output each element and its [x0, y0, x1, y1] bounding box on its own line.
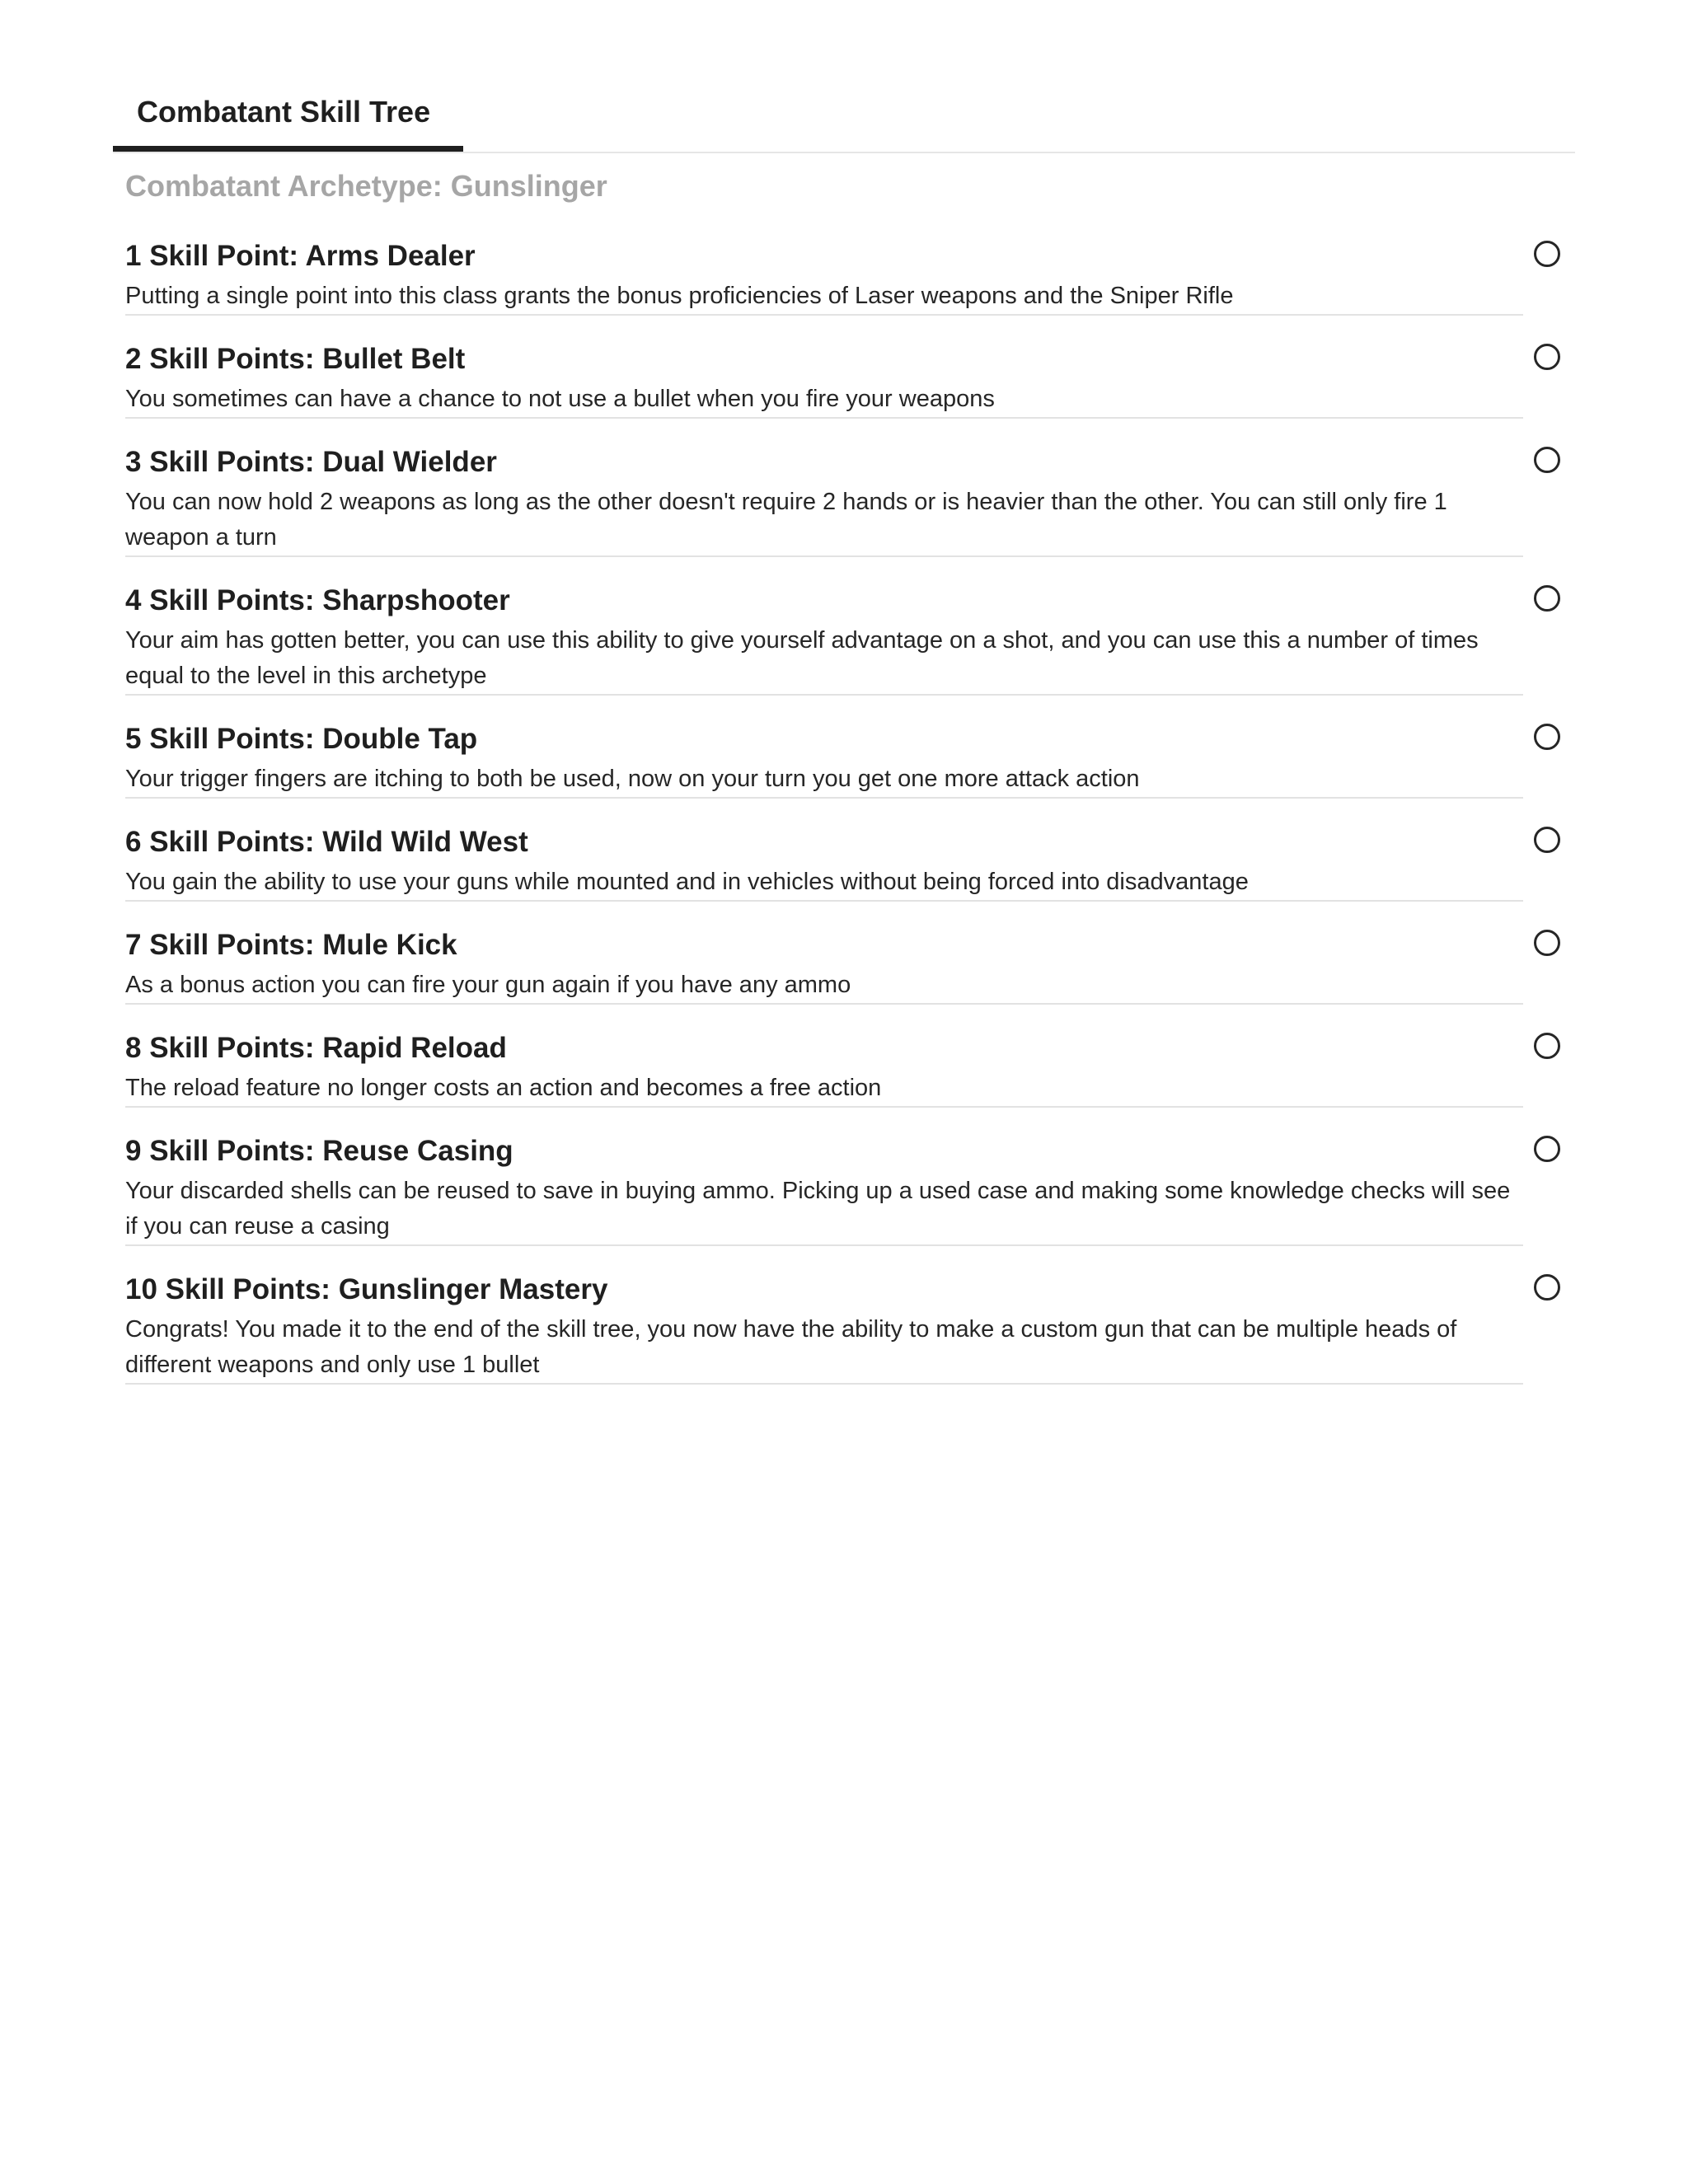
skill-radio-button[interactable]	[1534, 1136, 1560, 1162]
skill-item	[125, 1126, 1523, 1246]
skill-description: You can now hold 2 weapons as long as the other doesn't require 2 hands or is heavier than the other. You can still only fire 1 weapon a turn	[125, 489, 1447, 551]
skill-item	[125, 714, 1523, 799]
skill-title: 2 Skill Points: Bullet Belt	[125, 343, 466, 375]
skill-item	[125, 817, 1523, 902]
skill-item	[125, 334, 1523, 419]
skill-radio-button[interactable]	[1534, 344, 1560, 370]
skill-item	[125, 1023, 1523, 1108]
skill-radio-button[interactable]	[1534, 447, 1560, 473]
skill-item	[125, 1264, 1523, 1385]
skill-description: Your trigger fingers are itching to both be used, now on your turn you get one more attack action	[125, 766, 1140, 792]
skill-radio-button[interactable]	[1534, 1033, 1560, 1059]
skill-title: 3 Skill Points: Dual Wielder	[125, 446, 497, 478]
skill-radio-button[interactable]	[1534, 827, 1560, 853]
skill-list	[125, 231, 1576, 1385]
skill-title: 10 Skill Points: Gunslinger Mastery	[125, 1273, 608, 1305]
skill-description: Your aim has gotten better, you can use this ability to give yourself advantage on a shot, and you can use this a number of times equal to the level in this archetype	[125, 627, 1479, 689]
tab-combatant-skill-tree[interactable]: Combatant Skill Tree	[113, 82, 463, 152]
skill-title: 1 Skill Point: Arms Dealer	[125, 240, 476, 272]
skill-radio-button[interactable]	[1534, 930, 1560, 956]
skill-title: 6 Skill Points: Wild Wild West	[125, 826, 528, 858]
skill-description: As a bonus action you can fire your gun again if you have any ammo	[125, 972, 851, 998]
skill-title: 8 Skill Points: Rapid Reload	[125, 1032, 507, 1064]
skill-description: Congrats! You made it to the end of the skill tree, you now have the ability to make a custom gun that can be multiple heads of different weapons and only use 1 bullet	[125, 1316, 1457, 1378]
skill-title: 7 Skill Points: Mule Kick	[125, 929, 457, 961]
skill-item	[125, 437, 1523, 557]
tab-bar	[113, 82, 1575, 153]
skill-description: The reload feature no longer costs an action and becomes a free action	[125, 1075, 882, 1101]
skill-item	[125, 575, 1523, 696]
skill-radio-button[interactable]	[1534, 1274, 1560, 1301]
archetype-title: Combatant Archetype: Gunslinger	[125, 169, 607, 203]
skill-radio-button[interactable]	[1534, 585, 1560, 612]
skill-description: You gain the ability to use your guns while mounted and in vehicles without being forced into disadvantage	[125, 869, 1249, 895]
skill-title: 4 Skill Points: Sharpshooter	[125, 584, 510, 616]
skill-description: Your discarded shells can be reused to save in buying ammo. Picking up a used case and making some knowledge checks will see if you can reuse a casing	[125, 1178, 1511, 1240]
skill-description: Putting a single point into this class grants the bonus proficiencies of Laser weapons and the Sniper Rifle	[125, 283, 1234, 309]
skill-item	[125, 920, 1523, 1005]
skill-radio-button[interactable]	[1534, 241, 1560, 267]
skill-title: 5 Skill Points: Double Tap	[125, 723, 478, 755]
skill-description: You sometimes can have a chance to not use a bullet when you fire your weapons	[125, 386, 995, 412]
skill-item	[125, 231, 1523, 316]
skill-title: 9 Skill Points: Reuse Casing	[125, 1135, 513, 1167]
skill-radio-button[interactable]	[1534, 724, 1560, 750]
